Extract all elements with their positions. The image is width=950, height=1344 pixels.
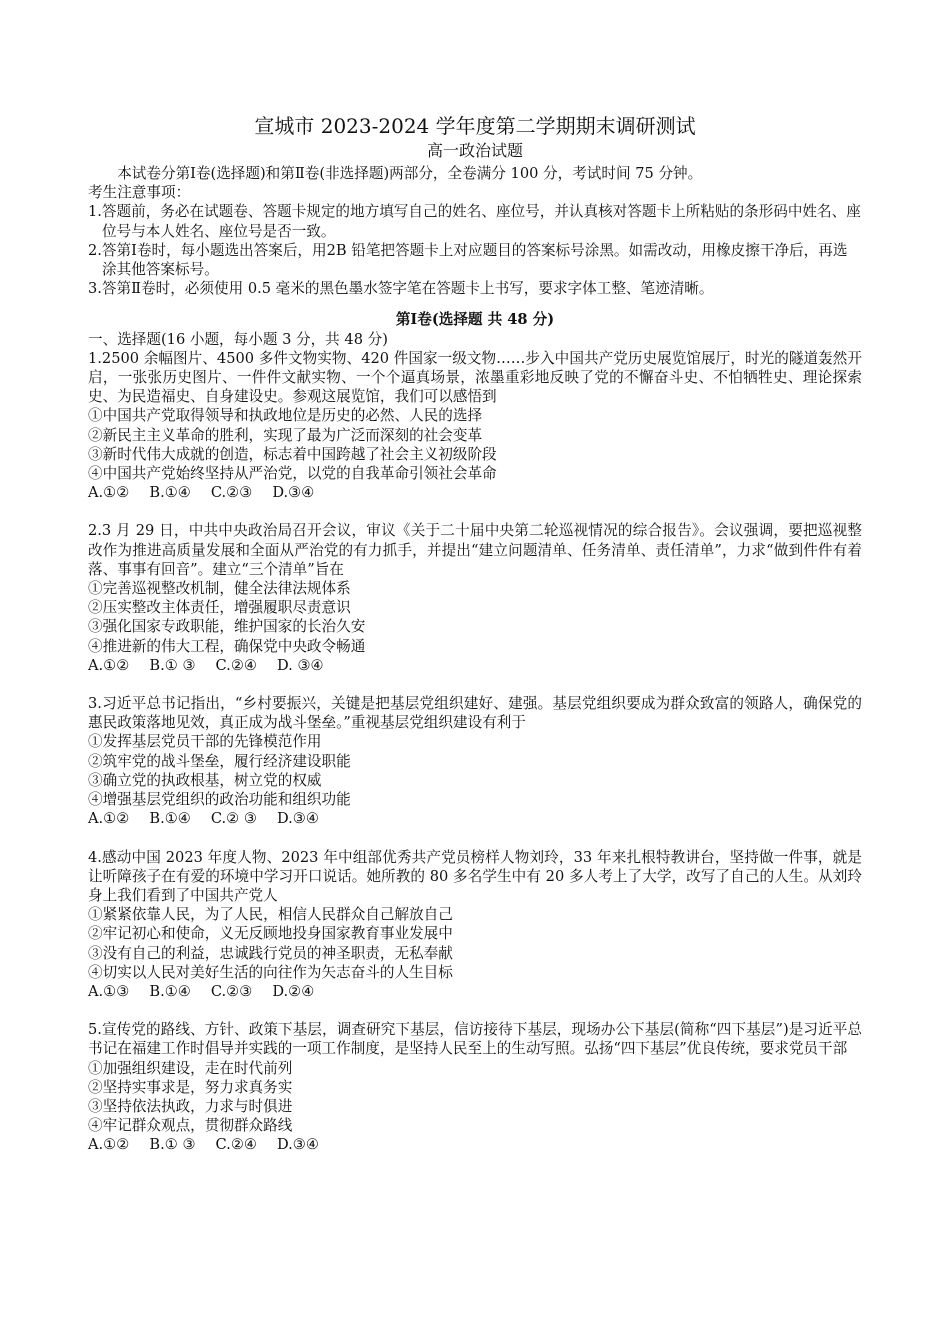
option-3: ③新时代伟大成就的创造，标志着中国跨越了社会主义初级阶段	[88, 445, 497, 463]
answer-c: C.② ③	[210, 810, 257, 828]
question-stem: 5.宣传党的路线、方针、政策下基层，调查研究下基层，信访接待下基层，现场办公下基层(简称“四下基层”)是习近平总书记在福建工作时倡导并实践的一项工作制度，是坚持人民至上的生动写照。弘扬“四下基层”优良传统，要求党员干部	[88, 1021, 862, 1058]
answer-choices	[88, 656, 862, 675]
question-4	[88, 848, 862, 1002]
question-2	[88, 521, 862, 675]
answer-b: B.①④	[149, 484, 191, 502]
answer-b: B.①④	[149, 810, 191, 828]
answer-b: B.① ③	[149, 1136, 196, 1154]
option-4: ④切实以人民对美好生活的向往作为矢志奋斗的人生目标	[88, 963, 453, 981]
option-2: ②牢记初心和使命，义无反顾地投身国家教育事业发展中	[88, 925, 453, 943]
option-1: ①紧紧依靠人民，为了人民，相信人民群众自己解放自己	[88, 906, 453, 924]
section-title: 第Ⅰ卷(选择题 共 48 分)	[395, 311, 555, 329]
answer-a: A.①②	[88, 484, 130, 502]
option-3: ③坚持依法执政，力求与时俱进	[88, 1097, 293, 1115]
answer-c: C.②④	[215, 656, 257, 674]
question-3	[88, 694, 862, 828]
answer-d: D.②④	[272, 982, 315, 1000]
option-1: ①加强组织建设，走在时代前列	[88, 1059, 293, 1077]
question-stem: 4.感动中国 2023 年度人物、2023 年中组部优秀共产党员榜样人物刘玲，33 年来扎根特教讲台，坚持做一件事，就是让听障孩子在有爱的环境中学习开口说话。她所教的 80 多名学生中有 20 多人考上了大学，改写了自己的人生。从刘玲身上我们看到了中国共产党人	[88, 848, 862, 904]
question-stem: 3.习近平总书记指出，“乡村要振兴，关键是把基层党组织建好、建强。基层党组织要成为群众致富的领路人，确保党的惠民政策落地见效，真正成为战斗堡垒。”重视基层党组织建设有利于	[88, 695, 862, 732]
answer-d: D.③④	[276, 810, 319, 828]
option-4: ④中国共产党始终坚持从严治党，以党的自我革命引领社会革命	[88, 465, 497, 483]
question-stem: 2.3 月 29 日，中共中央政治局召开会议，审议《关于二十届中央第二轮巡视情况的综合报告》。会议强调，要把巡视整改作为推进高质量发展和全面从严治党的有力抓手，并提出“建立问题清单、任务清单、责任清单”，力求“做到件件有着落、事事有回音”。建立“三个清单”旨在	[88, 522, 862, 578]
answer-a: A.①②	[88, 656, 130, 674]
answer-choices	[88, 809, 862, 828]
exam-intro: 本试卷分第Ⅰ卷(选择题)和第Ⅱ卷(非选择题)两部分，全卷满分 100 分，考试时间 75 分钟。	[117, 165, 703, 182]
answer-c: C.②③	[210, 982, 253, 1000]
answer-c: C.②④	[215, 1136, 257, 1154]
option-1: ①完善巡视整改机制，健全法律法规体系	[88, 580, 351, 598]
answer-choices	[88, 483, 862, 502]
option-3: ③没有自己的利益，忠诚践行党员的神圣职责，无私奉献	[88, 944, 453, 962]
answer-a: A.①②	[88, 1136, 130, 1154]
section-instruction: 一、选择题(16 小题，每小题 3 分，共 48 分)	[88, 330, 388, 348]
notice-block	[88, 183, 862, 298]
option-3: ③确立党的执政根基，树立党的权威	[88, 771, 322, 789]
exam-title: 宣城市 2023-2024 学年度第二学期期末调研测试	[254, 114, 696, 138]
notice-item-1: 1.答题前，务必在试题卷、答题卡规定的地方填写自己的姓名、座位号，并认真核对答题卡上所粘贴的条形码中姓名、座位号与本人姓名、座位号是否一致。	[88, 203, 861, 240]
option-2: ②筑牢党的战斗堡垒，履行经济建设职能	[88, 752, 351, 770]
answer-d: D.③④	[272, 484, 315, 502]
notice-item-2: 2.答第Ⅰ卷时，每小题选出答案后，用2B 铅笔把答题卡上对应题目的答案标号涂黑。如需改动，用橡皮擦干净后，再选涂其他答案标号。	[88, 241, 848, 279]
exam-subtitle: 高一政治试题	[426, 141, 523, 160]
option-4: ④牢记群众观点，贯彻群众路线	[88, 1117, 293, 1135]
option-1: ①中国共产党取得领导和执政地位是历史的必然、人民的选择	[88, 407, 483, 425]
question-stem: 1.2500 余幅图片、4500 多件文物实物、420 件国家一级文物……步入中国共产党历史展览馆展厅，时光的隧道轰然开启，一张张历史图片、一件件文献实物、一个个逼真场景，浓墨重彩地反映了党的不懈奋斗史、不怕牺牲史、理论探索史、为民造福史、自身建设史。参观这展览馆，我们可以感悟到	[88, 349, 862, 406]
option-4: ④增强基层党组织的政治功能和组织功能	[88, 791, 351, 809]
question-1	[88, 349, 862, 503]
question-5	[88, 1020, 862, 1154]
notice-heading: 考生注意事项：	[88, 184, 191, 202]
answer-a: A.①③	[88, 982, 130, 1000]
option-3: ③强化国家专政职能，维护国家的长治久安	[88, 618, 366, 636]
option-1: ①发挥基层党员干部的先锋模范作用	[88, 733, 322, 751]
option-2: ②压实整改主体责任，增强履职尽责意识	[88, 599, 351, 617]
answer-b: B.①④	[149, 982, 191, 1000]
notice-item-3: 3.答第Ⅱ卷时，必须使用 0.5 毫米的黑色墨水签字笔在答题卡上书写，要求字体工整、笔迹清晰。	[88, 280, 714, 298]
option-2: ②新民主主义革命的胜利，实现了最为广泛而深刻的社会变革	[88, 426, 483, 444]
option-4: ④推进新的伟大工程，确保党中央政令畅通	[88, 637, 366, 655]
answer-choices	[88, 1135, 862, 1154]
option-2: ②坚持实事求是，努力求真务实	[88, 1078, 293, 1096]
answer-a: A.①②	[88, 810, 130, 828]
answer-c: C.②③	[210, 484, 253, 502]
answer-choices	[88, 982, 862, 1001]
answer-d: D. ③④	[276, 656, 324, 674]
answer-d: D.③④	[276, 1136, 319, 1154]
answer-b: B.① ③	[149, 656, 196, 674]
